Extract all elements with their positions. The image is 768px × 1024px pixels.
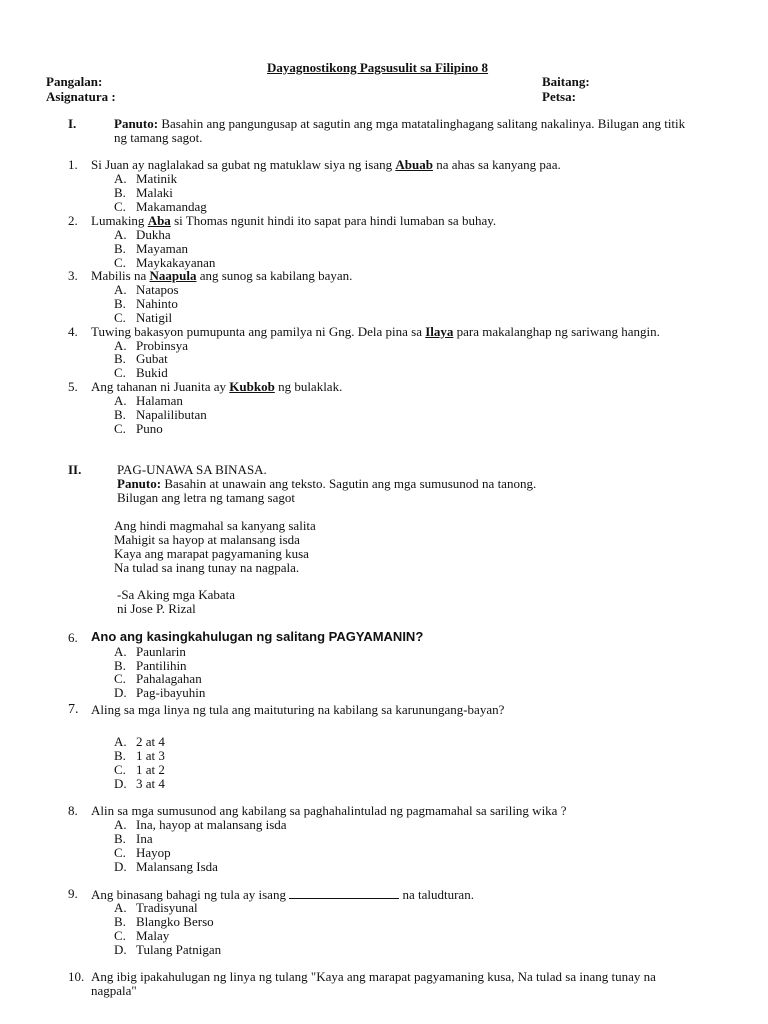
option-letter: B. [114,914,126,929]
poem-line: Ang hindi magmahal sa kanyang salita [114,518,316,533]
option-letter: B. [114,351,126,366]
question-text [91,325,660,339]
option-text: Hayop [136,845,171,860]
option-text: 1 at 3 [136,748,165,763]
question-text-before: Tuwing bakasyon pumupunta ang pamilya ni Gng. Dela pina sa [91,324,426,339]
question-text-before: Ang tahanan ni Juanita ay [91,379,230,394]
option-text: Blangko Berso [136,914,214,929]
option-text: Napalilibutan [136,407,207,422]
question-text-before: Ang binasang bahagi ng tula ay isang [91,887,286,902]
option-letter: C. [114,255,126,270]
option-letter: A. [114,817,127,832]
question-text-after: na ahas sa kanyang paa. [432,157,561,172]
option-text: Natigil [136,310,173,325]
question-text [91,380,342,394]
option-text: Pahalagahan [136,671,202,686]
option-text: Mayaman [136,241,188,256]
option-text: Tradisyunal [136,900,198,915]
highlighted-word: Abuab [395,157,433,172]
option-letter: B. [114,241,126,256]
option-text: Dukha [136,227,171,242]
question-text-after: na taludturan. [402,887,474,902]
option-letter: D. [114,859,127,874]
baitang-label: Baitang: [542,74,590,89]
option-letter: B. [114,296,126,311]
option-text: Malansang Isda [136,859,218,874]
option-letter: C. [114,365,126,380]
question-number: 1. [68,157,78,172]
highlighted-word: Kubkob [229,379,275,394]
question-number: 10. [68,969,85,984]
highlighted-word: Ilaya [425,324,454,339]
option-text: Malay [136,928,170,943]
petsa-label: Petsa: [542,89,576,104]
part1-numeral: I. [68,116,77,131]
option-text: Pantilihin [136,658,187,673]
option-letter: C. [114,928,126,943]
part2-heading: PAG-UNAWA SA BINASA. [117,462,267,477]
part2-instructions-line2: Bilugan ang letra ng tamang sagot [117,490,295,505]
question-text-line1: Ang ibig ipakahulugan ng linya ng tulang "Kaya ang marapat pagyamaning kusa, Na tulad sa inang tunay na [91,969,656,984]
question-number: 9. [68,886,78,901]
poem-source-author: ni Jose P. Rizal [117,601,196,616]
question-number: 8. [68,803,78,818]
option-letter: D. [114,776,127,791]
option-text: Matinik [136,171,178,186]
option-letter: A. [114,734,127,749]
answer-blank [289,887,399,899]
option-letter: C. [114,845,126,860]
option-letter: C. [114,199,126,214]
option-letter: A. [114,393,127,408]
part2-panuto-text: Basahin at unawain ang teksto. Sagutin ang mga sumusunod na tanong. [164,476,537,491]
option-letter: A. [114,171,127,186]
highlighted-word: Naapula [149,268,197,283]
question-text: Alin sa mga sumusunod ang kabilang sa paghahalintulad ng pagmamahal sa sariling wika ? [91,803,567,818]
question-text-after: para makalanghap ng sariwang hangin. [453,324,660,339]
poem-line: Na tulad sa inang tunay na nagpala. [114,560,300,575]
option-text: Halaman [136,393,183,408]
option-text: Pag-ibayuhin [136,685,206,700]
question-number: 2. [68,213,78,228]
question-number: 4. [68,324,78,339]
option-letter: A. [114,338,127,353]
option-text: Puno [136,421,163,436]
option-letter: A. [114,900,127,915]
option-letter: B. [114,407,126,422]
option-text: Bukid [136,365,168,380]
option-text: 2 at 4 [136,734,165,749]
question-text-after: ang sunog sa kabilang bayan. [196,268,353,283]
option-text: 1 at 2 [136,762,165,777]
pangalan-label: Pangalan: [46,74,103,89]
poem-line: Kaya ang marapat pagyamaning kusa [114,546,309,561]
option-text: Tulang Patnigan [136,942,222,957]
highlighted-word: Aba [147,213,171,228]
option-letter: C. [114,762,126,777]
option-text: Natapos [136,282,179,297]
option-text: 3 at 4 [136,776,165,791]
option-letter: A. [114,227,127,242]
question-text [91,214,496,228]
part2-numeral: II. [68,462,82,477]
option-letter: B. [114,748,126,763]
question-text: Ano ang kasingkahulugan ng salitang PAGYAMANIN? [91,629,424,644]
option-letter: B. [114,831,126,846]
question-text-before: Si Juan ay naglalakad sa gubat ng matuklaw siya ng isang [91,157,396,172]
option-text: Maykakayanan [136,255,216,270]
page-title: Dayagnostikong Pagsusulit sa Filipino 8 [267,60,489,75]
option-text: Nahinto [136,296,178,311]
option-letter: D. [114,685,127,700]
question-number: 3. [68,268,78,283]
option-letter: D. [114,942,127,957]
part2-instructions-line1 [117,477,536,491]
question-text [91,158,561,172]
option-letter: C. [114,421,126,436]
asignatura-label: Asignatura : [46,89,116,104]
question-text-before: Lumaking [91,213,148,228]
option-text: Probinsya [136,338,188,353]
part1-instructions-line1 [114,117,685,131]
question-text [91,269,352,283]
part1-instructions-line2: ng tamang sagot. [114,130,203,145]
question-number: 5. [68,379,78,394]
question-text-line2: nagpala" [91,983,137,998]
question-number: 7. [68,702,79,717]
option-letter: C. [114,310,126,325]
option-text: Gubat [136,351,168,366]
question-text: Aling sa mga linya ng tula ang maituturing na kabilang sa karunungang-bayan? [91,702,505,717]
option-text: Paunlarin [136,644,186,659]
part1-panuto-text: Basahin ang pangungusap at sagutin ang mga matatalinghagang salitang nakalinya. Bilugan ang titik [161,116,686,131]
question-text-after: ng bulaklak. [274,379,343,394]
option-letter: A. [114,282,127,297]
part1-panuto-label: Panuto: [114,116,159,131]
option-text: Ina [136,831,153,846]
option-letter: B. [114,185,126,200]
option-letter: C. [114,671,126,686]
question-text-after: si Thomas ngunit hindi ito sapat para hindi lumaban sa buhay. [170,213,497,228]
option-letter: B. [114,658,126,673]
poem-source-title: -Sa Aking mga Kabata [117,587,236,602]
option-letter: A. [114,644,127,659]
part2-panuto-label: Panuto: [117,476,162,491]
option-text: Ina, hayop at malansang isda [136,817,287,832]
option-text: Makamandag [136,199,207,214]
question-number: 6. [68,630,78,645]
option-text: Malaki [136,185,173,200]
question-text-before: Mabilis na [91,268,150,283]
poem-line: Mahigit sa hayop at malansang isda [114,532,300,547]
